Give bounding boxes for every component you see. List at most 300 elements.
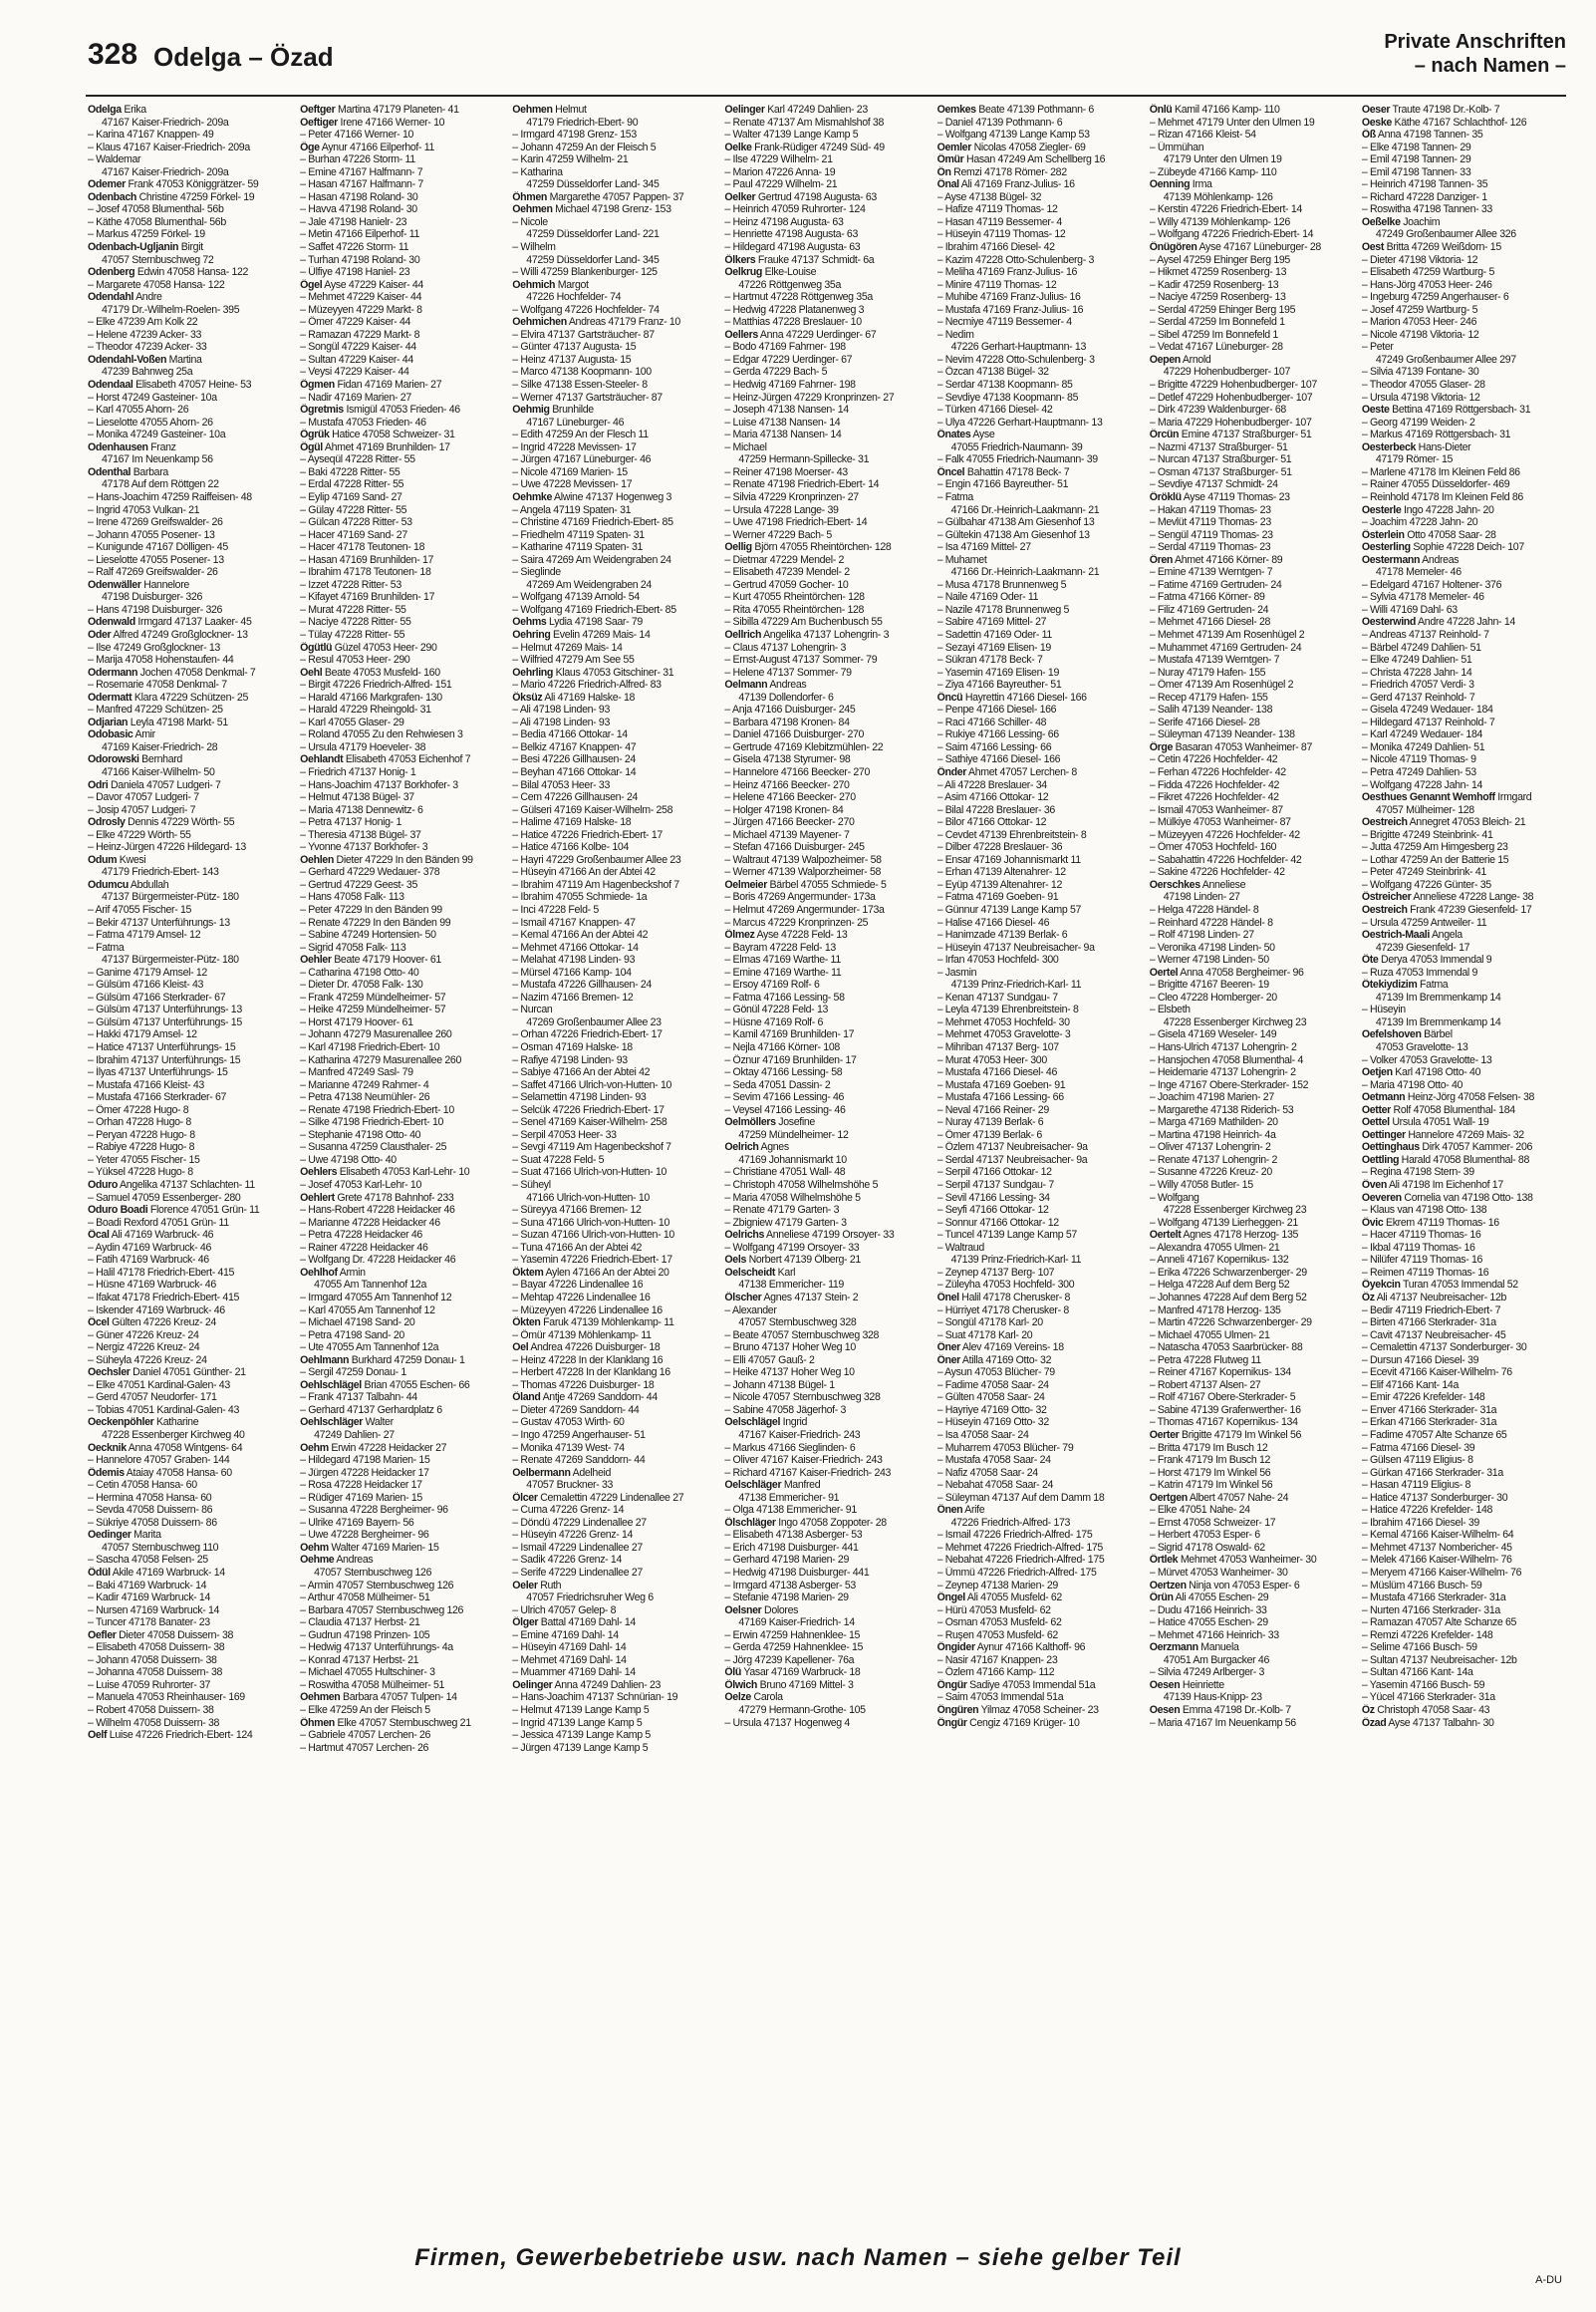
entry-details: – Öznur 47169 Brunhilden- 17 xyxy=(724,1053,857,1066)
list-item xyxy=(724,178,929,191)
list-item xyxy=(1150,1666,1354,1679)
list-item xyxy=(300,1479,504,1492)
entry-details: – Hüseyin 47119 Thomas- 12 xyxy=(936,228,1066,241)
list-item xyxy=(1150,453,1354,466)
list-item xyxy=(1150,741,1354,754)
list-item xyxy=(88,604,292,617)
entry-details: – Peter 47229 In den Bänden 99 xyxy=(300,904,442,916)
entry-details: – Aysel 47259 Ehinger Berg 195 xyxy=(1149,253,1290,266)
entry-details: – Josef 47058 Blumenthal- 56b xyxy=(88,203,224,216)
list-item xyxy=(724,304,929,317)
list-item xyxy=(512,466,716,479)
entry-details: – Mustafa 47169 Franz-Julius- 16 xyxy=(936,303,1084,316)
entry-details: – Sabine 47139 Grafenwerther- 16 xyxy=(1149,1403,1301,1416)
list-item xyxy=(512,1129,716,1142)
list-item xyxy=(512,1467,716,1480)
list-item xyxy=(512,129,716,142)
list-item xyxy=(1362,1179,1566,1192)
surname: Oetmann xyxy=(1361,1091,1406,1104)
list-item xyxy=(300,1666,504,1679)
list-item xyxy=(300,629,504,642)
entry-details: 47057 Sternbuschweg 72 xyxy=(102,253,214,266)
list-item xyxy=(300,516,504,529)
entry-details: – Paul 47229 Wilhelm- 21 xyxy=(724,178,838,191)
list-item xyxy=(1150,1066,1354,1079)
surname: Oeftiger xyxy=(300,116,338,129)
entry-details: – Halime 47169 Halske- 18 xyxy=(512,816,632,829)
list-item xyxy=(512,728,716,741)
entry-details: – Mustafa 47166 Lessing- 66 xyxy=(936,1091,1064,1104)
entry-details: – Sevdiye 47137 Schmidt- 24 xyxy=(1149,478,1278,491)
entry-details: – Wolfgang 47139 Lange Kamp 53 xyxy=(936,129,1090,142)
entry-details: – Dirk 47239 Waldenburger- 68 xyxy=(1149,404,1286,417)
entry-details: – Osman 47137 Straßburger- 51 xyxy=(1149,465,1292,478)
entry-details: – Murat 47053 Heer- 300 xyxy=(936,1053,1047,1066)
list-item xyxy=(724,779,929,792)
entry-details: Hasan 47249 Am Schellberg 16 xyxy=(963,153,1106,166)
list-item xyxy=(88,1379,292,1392)
list-item xyxy=(300,1679,504,1692)
list-item xyxy=(300,1054,504,1067)
entry-details: Hannelore 47269 Mais- 32 xyxy=(1405,1128,1524,1141)
list-item xyxy=(1150,1329,1354,1342)
entry-details: – Willy 47139 Möhlenkamp- 126 xyxy=(1149,215,1290,228)
entry-details: – Fatma 47166 Lessing- 58 xyxy=(724,991,845,1004)
entry-details: Battal 47169 Dahl- 14 xyxy=(538,1616,636,1629)
entry-details: – Heinz 47228 In der Klanklang 16 xyxy=(512,1353,664,1366)
entry-details: – Petra 47228 Flutweg 11 xyxy=(1149,1353,1261,1366)
list-item xyxy=(512,829,716,842)
entry-details: – Roswitha 47198 Tannen- 33 xyxy=(1361,203,1492,216)
entry-details: – Fatma xyxy=(88,941,125,954)
list-item xyxy=(1362,879,1566,892)
list-item xyxy=(300,1629,504,1642)
list-item xyxy=(300,1354,504,1367)
list-item xyxy=(1362,366,1566,379)
list-item xyxy=(88,566,292,579)
list-item xyxy=(300,766,504,779)
list-item xyxy=(1150,1091,1354,1104)
list-item xyxy=(88,504,292,517)
list-item xyxy=(300,1292,504,1304)
list-item xyxy=(1150,466,1354,479)
entry-details: – Müzeyyen 47226 Hochfelder- 42 xyxy=(1149,828,1300,841)
entry-details: 47259 Düsseldorfer Land- 345 xyxy=(526,253,660,266)
entry-details: 47055 Friedrich-Naumann- 39 xyxy=(950,440,1083,453)
entry-details: – Nuray 47179 Hafen- 155 xyxy=(1149,666,1266,679)
entry-details: 47226 Hochfelder- 74 xyxy=(526,291,622,304)
list-item xyxy=(724,728,929,741)
list-item xyxy=(937,616,1142,629)
list-item xyxy=(300,854,504,867)
entry-details: – Engin 47166 Bayreuther- 51 xyxy=(936,478,1069,491)
list-item xyxy=(300,241,504,254)
entry-details: Franz xyxy=(147,440,176,453)
list-item xyxy=(1362,891,1566,904)
entry-details: – Gülsüm 47166 Kleist- 43 xyxy=(88,979,204,992)
list-item xyxy=(724,1641,929,1654)
list-item xyxy=(1150,866,1354,879)
list-item xyxy=(724,216,929,229)
list-item xyxy=(300,1504,504,1517)
entry-details: – Ömer 47053 Hochfeld- 160 xyxy=(1149,841,1277,854)
entry-details: – Filiz 47169 Gertruden- 24 xyxy=(1149,603,1269,616)
surname: Oerzmann xyxy=(1149,1641,1198,1654)
entry-details: – Gustav 47053 Wirth- 60 xyxy=(512,1416,625,1429)
list-item xyxy=(88,379,292,392)
entry-details: – Ilse 47249 Großglockner- 13 xyxy=(88,641,220,654)
list-item xyxy=(512,1028,716,1041)
list-item xyxy=(1150,654,1354,667)
list-item xyxy=(88,254,292,267)
entry-details: – Yasemin 47166 Busch- 59 xyxy=(1361,1678,1485,1691)
surname: Ödemis xyxy=(88,1466,125,1479)
list-item xyxy=(88,1479,292,1492)
entry-details: – Günter 47137 Augusta- 15 xyxy=(512,341,637,354)
surname: Oelke xyxy=(724,141,752,153)
list-item xyxy=(1362,429,1566,441)
surname: Öhmen xyxy=(512,190,548,203)
list-item xyxy=(300,228,504,241)
list-item xyxy=(724,954,929,967)
entry-details: – Elke 47259 An der Fleisch 5 xyxy=(300,1704,430,1716)
list-item xyxy=(1150,1492,1354,1505)
list-item xyxy=(1362,541,1566,554)
list-item xyxy=(724,1254,929,1267)
entry-details: – Cetin 47226 Hochfelder- 42 xyxy=(1149,753,1278,766)
list-item xyxy=(1150,1429,1354,1442)
entry-details: Helmut xyxy=(552,104,587,116)
list-item xyxy=(937,1304,1142,1317)
entry-details: – Gerhard 47229 Wedauer- 378 xyxy=(300,866,440,879)
entry-details: – Elke 47229 Wörth- 55 xyxy=(88,828,191,841)
surname: Öngür xyxy=(936,1678,967,1691)
list-item xyxy=(88,816,292,829)
list-item xyxy=(300,354,504,367)
surname: Oertel xyxy=(1149,966,1179,979)
entry-details: – Friedhelm 47119 Spaten- 31 xyxy=(512,528,645,541)
surname: Ön xyxy=(936,165,951,178)
list-item xyxy=(88,441,292,454)
entry-details: Harald 47058 Blumenthal- 88 xyxy=(1399,1153,1530,1166)
list-item xyxy=(88,1704,292,1717)
surname: Ödül xyxy=(88,1566,111,1579)
list-item xyxy=(300,1641,504,1654)
entry-details: – Christoph 47058 Wilhelmshöhe 5 xyxy=(724,1179,879,1192)
list-item xyxy=(1150,779,1354,792)
entry-details: – Bilal 47053 Heer- 33 xyxy=(512,778,610,791)
list-item xyxy=(724,354,929,367)
entry-details: – Johanna 47058 Duissern- 38 xyxy=(88,1666,223,1679)
list-item xyxy=(1150,216,1354,229)
entry-details: Ali 47137 Neubreisacher- 12b xyxy=(1374,1291,1507,1303)
list-item xyxy=(937,1479,1142,1492)
entry-details: 47269 Am Weidengraben 24 xyxy=(526,578,652,591)
entry-details: – Sigrid 47178 Oswald- 62 xyxy=(1149,1541,1265,1554)
list-item xyxy=(88,1066,292,1079)
list-item xyxy=(512,904,716,917)
surname: Oehlmann xyxy=(300,1353,350,1366)
entry-details: – Friedrich 47057 Verdi- 3 xyxy=(1361,679,1474,692)
entry-details: – Ute 47055 Am Tannenhof 12a xyxy=(300,1341,439,1354)
entry-details: 47179 Unter den Ulmen 19 xyxy=(1163,153,1282,166)
entry-details: – Hüsne 47169 Rolf- 6 xyxy=(724,1015,824,1028)
list-item xyxy=(300,1591,504,1604)
list-item xyxy=(512,341,716,354)
entry-details: 47137 Bürgermeister-Pütz- 180 xyxy=(102,891,239,904)
list-item xyxy=(937,191,1142,204)
list-item xyxy=(1362,1004,1566,1016)
entry-details: Karl 47198 Otto- 40 xyxy=(1392,1066,1481,1079)
list-item xyxy=(1150,967,1354,980)
list-item xyxy=(88,304,292,317)
entry-details: Beate 47053 Musfeld- 160 xyxy=(322,666,440,679)
entry-details: – Renate 47198 Friedrich-Ebert- 14 xyxy=(724,478,880,491)
list-item xyxy=(512,1404,716,1417)
entry-details: – Waltraud xyxy=(936,1241,984,1254)
list-item xyxy=(512,166,716,179)
entry-details: – Rainer 47228 Heidacker 46 xyxy=(300,1241,428,1254)
entry-details: – Hildegard 47198 Marien- 15 xyxy=(300,1454,430,1467)
list-item xyxy=(300,491,504,504)
list-item xyxy=(724,992,929,1005)
entry-details: – Manfred 47178 Herzog- 135 xyxy=(1149,1303,1281,1316)
list-item xyxy=(1150,354,1354,367)
entry-details: – Wolfgang 47139 Arnold- 54 xyxy=(512,591,640,604)
list-item xyxy=(1362,1366,1566,1379)
entry-details: – Elke 47198 Tannen- 29 xyxy=(1361,141,1471,153)
entry-details: – Cem 47226 Gillhausen- 24 xyxy=(512,791,639,804)
surname: Oertzen xyxy=(1149,1579,1187,1591)
entry-details: Hannelore xyxy=(140,578,189,591)
entry-details: – Oliver 47167 Kaiser-Friedrich- 243 xyxy=(724,1454,883,1467)
list-item xyxy=(88,879,292,892)
entry-details: – Remzi 47226 Krefelder- 148 xyxy=(1361,1628,1493,1641)
list-item xyxy=(512,791,716,804)
list-item xyxy=(1150,1604,1354,1617)
list-item xyxy=(300,1717,504,1730)
entry-details: Annegret 47053 Bleich- 21 xyxy=(1407,816,1526,829)
entry-details: – Robert 47058 Duissern- 38 xyxy=(88,1704,214,1716)
list-item xyxy=(937,1591,1142,1604)
entry-details: – Jessica 47139 Lange Kamp 5 xyxy=(512,1729,651,1742)
entry-details: – Samuel 47059 Essenberger- 280 xyxy=(88,1191,241,1204)
entry-details: – Arif 47055 Fischer- 15 xyxy=(88,904,192,916)
list-item xyxy=(937,841,1142,854)
list-item xyxy=(1150,1616,1354,1629)
entry-details: – Sadik 47226 Grenz- 14 xyxy=(512,1554,623,1567)
list-item xyxy=(300,1079,504,1092)
list-item xyxy=(724,1154,929,1167)
surname: Odjarian xyxy=(88,716,129,728)
list-item xyxy=(724,1442,929,1455)
entry-details: Käthe 47167 Schlachthof- 126 xyxy=(1391,116,1527,129)
list-item xyxy=(300,366,504,379)
list-item xyxy=(512,816,716,829)
list-item xyxy=(300,129,504,142)
name-range: Odelga – Özad xyxy=(153,42,334,72)
list-item xyxy=(300,203,504,216)
entry-details: – Isa 47169 Mittel- 27 xyxy=(936,541,1031,554)
list-item xyxy=(937,1429,1142,1442)
list-item xyxy=(724,804,929,817)
surname: Ötekiydizim xyxy=(1361,979,1418,992)
list-item xyxy=(1150,1442,1354,1455)
entry-details: Amir xyxy=(133,728,155,741)
entry-details: – Ikbal 47119 Thomas- 16 xyxy=(1361,1241,1475,1254)
entry-details: 47179 Friedrich-Ebert- 90 xyxy=(526,116,639,129)
entry-details: – Ülfiye 47198 Haniel- 23 xyxy=(300,266,410,279)
list-item xyxy=(937,279,1142,292)
entry-details: – Walter 47139 Lange Kamp 5 xyxy=(724,129,859,142)
entry-details: – Nedim xyxy=(936,328,974,341)
list-item xyxy=(937,1567,1142,1580)
entry-details: – Emil 47198 Tannen- 33 xyxy=(1361,165,1471,178)
list-item xyxy=(937,1104,1142,1117)
list-item xyxy=(1150,1354,1354,1367)
entry-details: – Hasan 47119 Eligius- 8 xyxy=(1361,1479,1471,1492)
list-item xyxy=(937,717,1142,729)
surname: Öner xyxy=(936,1353,960,1366)
surname: Ölger xyxy=(512,1616,539,1629)
entry-details: – Hans-Ulrich 47137 Lohengrin- 2 xyxy=(1149,1041,1297,1054)
list-item xyxy=(88,717,292,729)
surname: Öncü xyxy=(936,691,963,704)
list-item xyxy=(1362,1267,1566,1280)
entry-details: – Marga 47169 Mathilden- 20 xyxy=(1149,1116,1278,1129)
entry-details: – Heinz 47198 Augusta- 63 xyxy=(724,215,844,228)
surname: Oelkrug xyxy=(724,266,763,279)
entry-details: – Waldemar xyxy=(88,153,141,166)
list-item xyxy=(88,1192,292,1205)
list-item xyxy=(88,1679,292,1692)
entry-details: – Ümmühan xyxy=(1149,141,1204,153)
entry-details: Basaran 47053 Wanheimer- 87 xyxy=(1173,740,1313,753)
list-item xyxy=(1362,1204,1566,1217)
entry-details: – Rita 47055 Rheintörchen- 128 xyxy=(724,603,865,616)
entry-details: Christoph 47058 Saar- 43 xyxy=(1374,1704,1490,1716)
entry-details: – Dursun 47166 Diesel- 39 xyxy=(1361,1353,1479,1366)
list-item xyxy=(88,1028,292,1041)
list-item xyxy=(300,417,504,430)
list-item xyxy=(1362,1492,1566,1505)
list-item xyxy=(1362,1717,1566,1730)
entry-details: – Barbara 47198 Kronen- 84 xyxy=(724,716,850,728)
entry-details: – Christa 47228 Jahn- 14 xyxy=(1361,666,1472,679)
list-item xyxy=(300,791,504,804)
surname: Oelf xyxy=(88,1729,108,1742)
entry-details: Klara 47229 Schützen- 25 xyxy=(132,691,248,704)
list-item xyxy=(512,1054,716,1067)
entry-details: – Nejla 47166 Körner- 108 xyxy=(724,1041,840,1054)
entry-details: – Helmut 47139 Lange Kamp 5 xyxy=(512,1704,650,1716)
list-item xyxy=(512,392,716,405)
list-item xyxy=(300,692,504,705)
list-item xyxy=(937,1316,1142,1329)
list-item xyxy=(1150,1267,1354,1280)
entry-details: – Yasemin 47169 Elisen- 19 xyxy=(936,666,1059,679)
list-item xyxy=(300,429,504,441)
entry-details: – Heike 47137 Hoher Weg 10 xyxy=(724,1366,855,1379)
surname: Oels xyxy=(724,1254,746,1267)
entry-details: – Ursula 47198 Viktoria- 12 xyxy=(1361,391,1480,404)
entry-details: – Silvia 47249 Arlberger- 3 xyxy=(1149,1666,1265,1679)
list-item xyxy=(512,1429,716,1442)
list-item xyxy=(724,266,929,279)
list-item xyxy=(937,929,1142,942)
list-item xyxy=(512,178,716,191)
entry-details: – Renate 47179 Garten- 3 xyxy=(724,1204,840,1217)
list-item xyxy=(88,354,292,367)
entry-details: – Nicole 47057 Sternbuschweg 328 xyxy=(724,1391,881,1404)
entry-details: Abdullah xyxy=(128,878,169,891)
list-item xyxy=(1362,679,1566,692)
list-item xyxy=(512,566,716,579)
entry-details: – Saffet 47166 Ulrich-von-Hutten- 10 xyxy=(512,1078,672,1091)
list-item xyxy=(88,1391,292,1404)
surname: Öte xyxy=(1361,954,1379,967)
entry-details: – Bedir 47119 Friedrich-Ebert- 7 xyxy=(1361,1303,1501,1316)
list-item xyxy=(1362,291,1566,304)
list-item xyxy=(937,291,1142,304)
entry-details: Beate 47139 Pothmann- 6 xyxy=(975,104,1094,116)
list-item xyxy=(937,379,1142,392)
entry-details: – Hürriyet 47178 Cherusker- 8 xyxy=(936,1303,1069,1316)
list-item xyxy=(1362,1016,1566,1029)
list-item xyxy=(88,954,292,967)
entry-details: 47166 Kaiser-Wilhelm- 50 xyxy=(102,765,215,778)
list-item xyxy=(300,841,504,854)
list-item xyxy=(512,203,716,216)
surname: Oertgen xyxy=(1149,1491,1188,1504)
entry-details: – Wilhelm xyxy=(512,241,556,254)
list-item xyxy=(300,728,504,741)
entry-details: – Ernst 47058 Schweizer- 17 xyxy=(1149,1516,1276,1529)
entry-details: – Marion 47053 Heer- 246 xyxy=(1361,316,1477,329)
entry-details: – Monika 47249 Gasteiner- 10a xyxy=(88,429,226,441)
list-item xyxy=(724,854,929,867)
list-item xyxy=(937,679,1142,692)
entry-details: – Elke 47051 Nahe- 24 xyxy=(1149,1504,1250,1517)
list-item xyxy=(724,142,929,154)
entry-details: – Gülsüm 47137 Unterführungs- 13 xyxy=(88,1004,242,1016)
entry-details: 47269 Großenbaumer Allee 23 xyxy=(526,1015,662,1028)
list-item xyxy=(512,1016,716,1029)
list-item xyxy=(1362,354,1566,367)
entry-details: – Serdal 47259 Im Bonnefeld 1 xyxy=(1149,316,1285,329)
list-item xyxy=(724,1329,929,1342)
entry-details: – Werner 47139 Walporzheimer- 58 xyxy=(724,866,882,879)
list-item xyxy=(512,1654,716,1667)
list-item xyxy=(88,1292,292,1304)
list-item xyxy=(512,942,716,955)
entry-details: – Regina 47198 Stern- 39 xyxy=(1361,1166,1474,1179)
list-item xyxy=(724,1104,929,1117)
entry-details: – Ulya 47226 Gerhart-Hauptmann- 13 xyxy=(936,416,1103,429)
list-item xyxy=(724,1454,929,1467)
entry-details: Anna 47058 Bergheimer- 96 xyxy=(1178,966,1304,979)
list-item xyxy=(88,1691,292,1704)
entry-details: – Kamil 47169 Brunhilden- 17 xyxy=(724,1028,855,1041)
list-item xyxy=(724,1479,929,1492)
list-item xyxy=(1150,1154,1354,1167)
list-item xyxy=(512,1704,716,1717)
list-item xyxy=(724,1654,929,1667)
listing-column xyxy=(300,104,504,2221)
list-item xyxy=(724,1354,929,1367)
list-item xyxy=(88,891,292,904)
list-item xyxy=(300,804,504,817)
